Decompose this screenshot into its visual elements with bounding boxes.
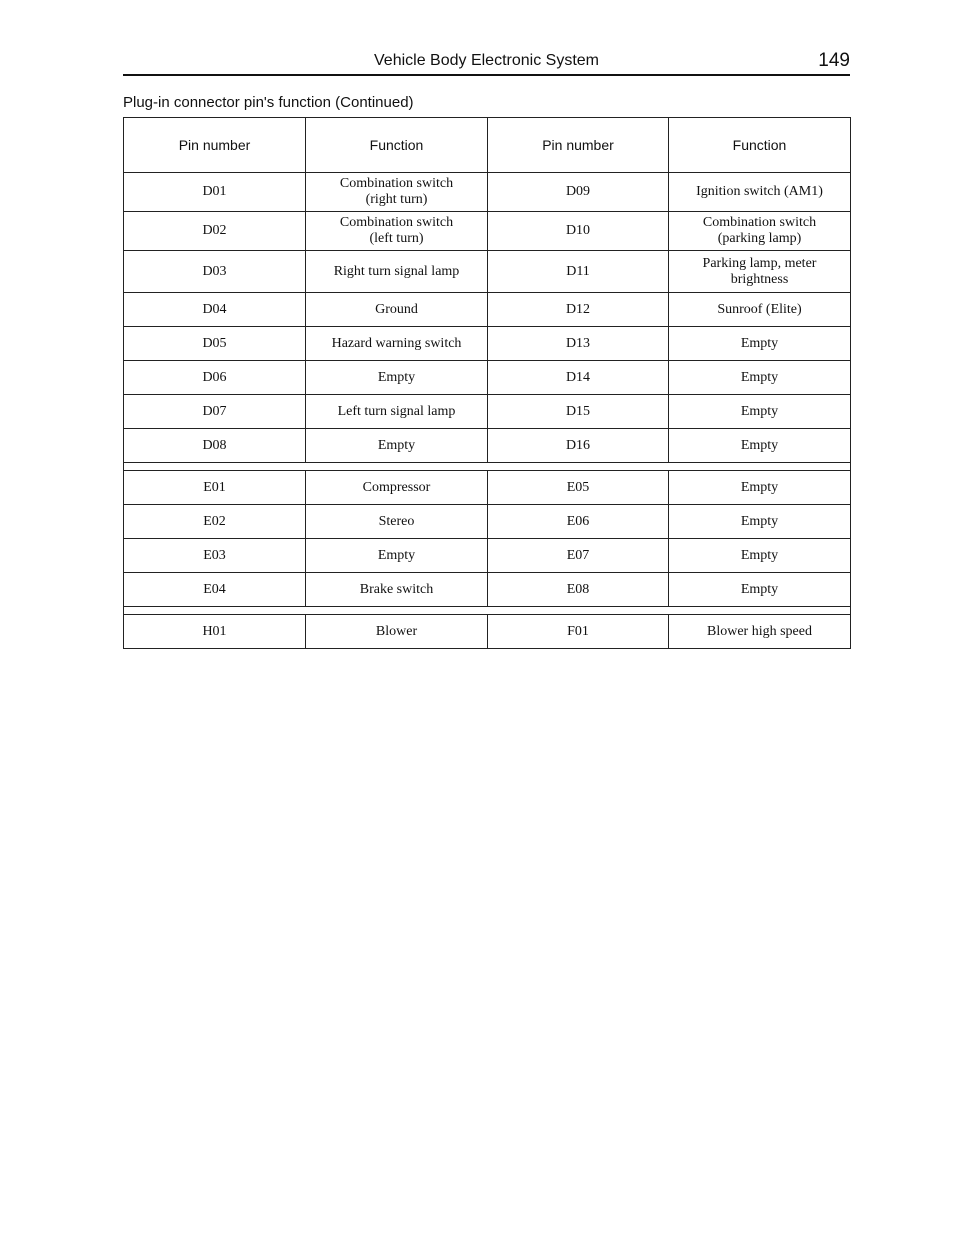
pin-cell: D03 bbox=[124, 251, 306, 293]
table-row bbox=[124, 251, 851, 293]
function-cell: Empty bbox=[669, 327, 851, 361]
table-header-row bbox=[124, 118, 851, 173]
table-row bbox=[124, 471, 851, 505]
function-cell: Empty bbox=[669, 395, 851, 429]
function-cell: Empty bbox=[669, 539, 851, 573]
group-separator bbox=[124, 607, 851, 615]
page-number: 149 bbox=[818, 50, 850, 71]
pin-cell: D01 bbox=[124, 173, 306, 212]
function-cell: Empty bbox=[306, 429, 488, 463]
function-cell: Combination switch (parking lamp) bbox=[669, 212, 851, 251]
function-cell: Blower bbox=[306, 615, 488, 649]
table-row bbox=[124, 429, 851, 463]
pin-cell: D08 bbox=[124, 429, 306, 463]
function-cell: Empty bbox=[669, 573, 851, 607]
pin-cell: D15 bbox=[488, 395, 669, 429]
separator-cell bbox=[124, 463, 851, 471]
function-cell: Empty bbox=[669, 505, 851, 539]
pin-cell: E03 bbox=[124, 539, 306, 573]
column-header-pin-number: Pin number bbox=[124, 118, 306, 173]
function-cell: Compressor bbox=[306, 471, 488, 505]
table-row bbox=[124, 361, 851, 395]
function-cell: Empty bbox=[306, 361, 488, 395]
table-row bbox=[124, 573, 851, 607]
function-cell: Stereo bbox=[306, 505, 488, 539]
header-title: Vehicle Body Electronic System bbox=[374, 52, 599, 69]
pin-cell: D07 bbox=[124, 395, 306, 429]
pin-cell: D06 bbox=[124, 361, 306, 395]
function-cell: Empty bbox=[306, 539, 488, 573]
pin-cell: F01 bbox=[488, 615, 669, 649]
pin-cell: D09 bbox=[488, 173, 669, 212]
function-cell: Hazard warning switch bbox=[306, 327, 488, 361]
table-row bbox=[124, 173, 851, 212]
column-header-pin-number: Pin number bbox=[488, 118, 669, 173]
pin-cell: D16 bbox=[488, 429, 669, 463]
pin-cell: D14 bbox=[488, 361, 669, 395]
separator-cell bbox=[124, 607, 851, 615]
column-header-function: Function bbox=[306, 118, 488, 173]
pin-cell: E06 bbox=[488, 505, 669, 539]
pin-cell: D02 bbox=[124, 212, 306, 251]
pin-cell: E05 bbox=[488, 471, 669, 505]
page-header bbox=[123, 48, 850, 76]
table-row bbox=[124, 615, 851, 649]
table-caption: Plug-in connector pin's function (Continued) bbox=[123, 94, 414, 111]
table-row bbox=[124, 395, 851, 429]
function-cell: Empty bbox=[669, 429, 851, 463]
table-row bbox=[124, 539, 851, 573]
pin-cell: D11 bbox=[488, 251, 669, 293]
column-header-function: Function bbox=[669, 118, 851, 173]
pin-cell: E07 bbox=[488, 539, 669, 573]
group-separator bbox=[124, 463, 851, 471]
function-cell: Brake switch bbox=[306, 573, 488, 607]
table-row bbox=[124, 505, 851, 539]
pin-cell: D04 bbox=[124, 293, 306, 327]
pin-cell: D12 bbox=[488, 293, 669, 327]
function-cell: Ignition switch (AM1) bbox=[669, 173, 851, 212]
pin-function-table bbox=[123, 117, 851, 649]
table-row bbox=[124, 212, 851, 251]
pin-cell: H01 bbox=[124, 615, 306, 649]
function-cell: Combination switch (left turn) bbox=[306, 212, 488, 251]
function-cell: Ground bbox=[306, 293, 488, 327]
pin-cell: E04 bbox=[124, 573, 306, 607]
function-cell: Parking lamp, meter brightness bbox=[669, 251, 851, 293]
table-row bbox=[124, 293, 851, 327]
function-cell: Combination switch (right turn) bbox=[306, 173, 488, 212]
function-cell: Left turn signal lamp bbox=[306, 395, 488, 429]
pin-cell: E02 bbox=[124, 505, 306, 539]
function-cell: Blower high speed bbox=[669, 615, 851, 649]
function-cell: Sunroof (Elite) bbox=[669, 293, 851, 327]
pin-cell: D10 bbox=[488, 212, 669, 251]
table-row bbox=[124, 327, 851, 361]
pin-cell: D05 bbox=[124, 327, 306, 361]
function-cell: Right turn signal lamp bbox=[306, 251, 488, 293]
pin-cell: E01 bbox=[124, 471, 306, 505]
function-cell: Empty bbox=[669, 471, 851, 505]
pin-cell: E08 bbox=[488, 573, 669, 607]
pin-cell: D13 bbox=[488, 327, 669, 361]
function-cell: Empty bbox=[669, 361, 851, 395]
